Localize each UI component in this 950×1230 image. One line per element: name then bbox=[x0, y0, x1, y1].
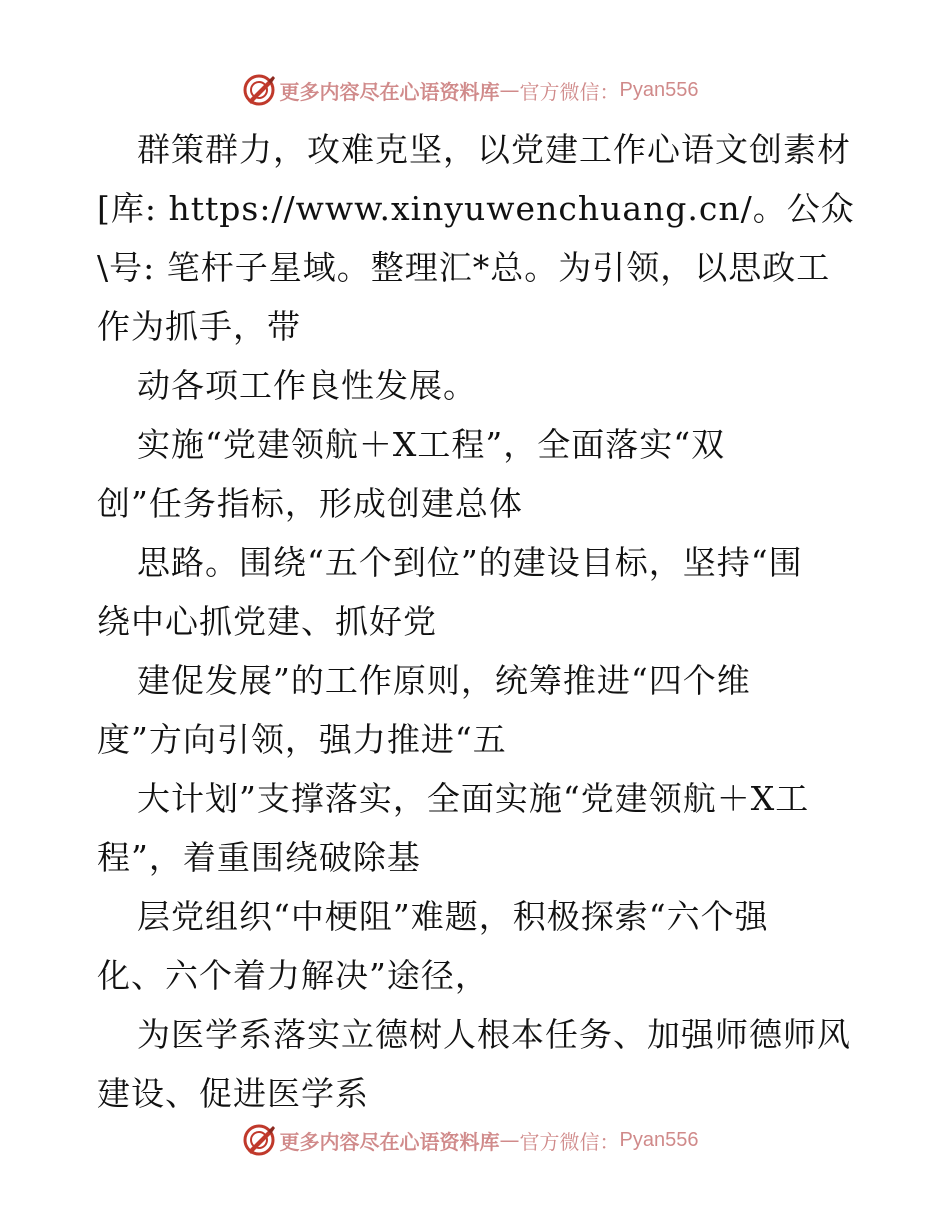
text-line: 为医学系落实立德树人根本任务、加强师德师风 bbox=[137, 1015, 851, 1054]
banner-brand-text: 更多内容尽在心语资料库 bbox=[279, 79, 500, 104]
text-line: [库: https://www.xinyuwenchuang.cn/。公众 bbox=[97, 189, 855, 228]
pen-logo-icon bbox=[242, 1123, 276, 1157]
footer-banner bbox=[0, 1120, 950, 1160]
text-line: 度”方向引领，强力推进“五 bbox=[97, 720, 507, 759]
banner-wechat-label: 官方微信： bbox=[519, 79, 620, 104]
text-line: 程”，着重围绕破除基 bbox=[97, 838, 421, 877]
text-line: 动各项工作良性发展。 bbox=[137, 366, 477, 405]
text-line: 建促发展”的工作原则，统筹推进“四个维 bbox=[137, 661, 751, 700]
banner-wechat-label: 官方微信： bbox=[519, 1129, 620, 1154]
text-line: 化、六个着力解决”途径， bbox=[97, 956, 489, 995]
footer-banner-content bbox=[242, 1123, 699, 1157]
banner-wechat-id: Pyan556 bbox=[619, 1128, 699, 1151]
text-line: 群策群力，攻难克坚，以党建工作心语文创素材 bbox=[137, 130, 851, 169]
text-line: 创”任务指标，形成创建总体 bbox=[97, 484, 523, 523]
text-line: 思路。围绕“五个到位”的建设目标，坚持“围 bbox=[137, 543, 803, 582]
text-line: 层党组织“中梗阻”难题，积极探索“六个强 bbox=[137, 897, 769, 936]
banner-wechat-id: Pyan556 bbox=[619, 78, 699, 101]
text-line: 作为抓手，带 bbox=[97, 307, 301, 346]
document-body bbox=[97, 120, 857, 1123]
text-line: \号: 笔杆子星域。整理汇*总。为引领，以思政工 bbox=[97, 248, 831, 287]
banner-separator: — bbox=[499, 1128, 520, 1152]
banner-brand-text: 更多内容尽在心语资料库 bbox=[279, 1129, 500, 1154]
text-line: 大计划”支撑落实，全面实施“党建领航＋X工 bbox=[137, 779, 810, 818]
pen-logo-icon bbox=[242, 73, 276, 107]
banner-separator: — bbox=[499, 78, 520, 102]
header-banner-content bbox=[242, 73, 699, 107]
text-line: 绕中心抓党建、抓好党 bbox=[97, 602, 437, 641]
text-line: 建设、促进医学系 bbox=[97, 1074, 369, 1113]
header-banner bbox=[0, 70, 950, 110]
text-line: 实施“党建领航＋X工程”，全面落实“双 bbox=[137, 425, 726, 464]
